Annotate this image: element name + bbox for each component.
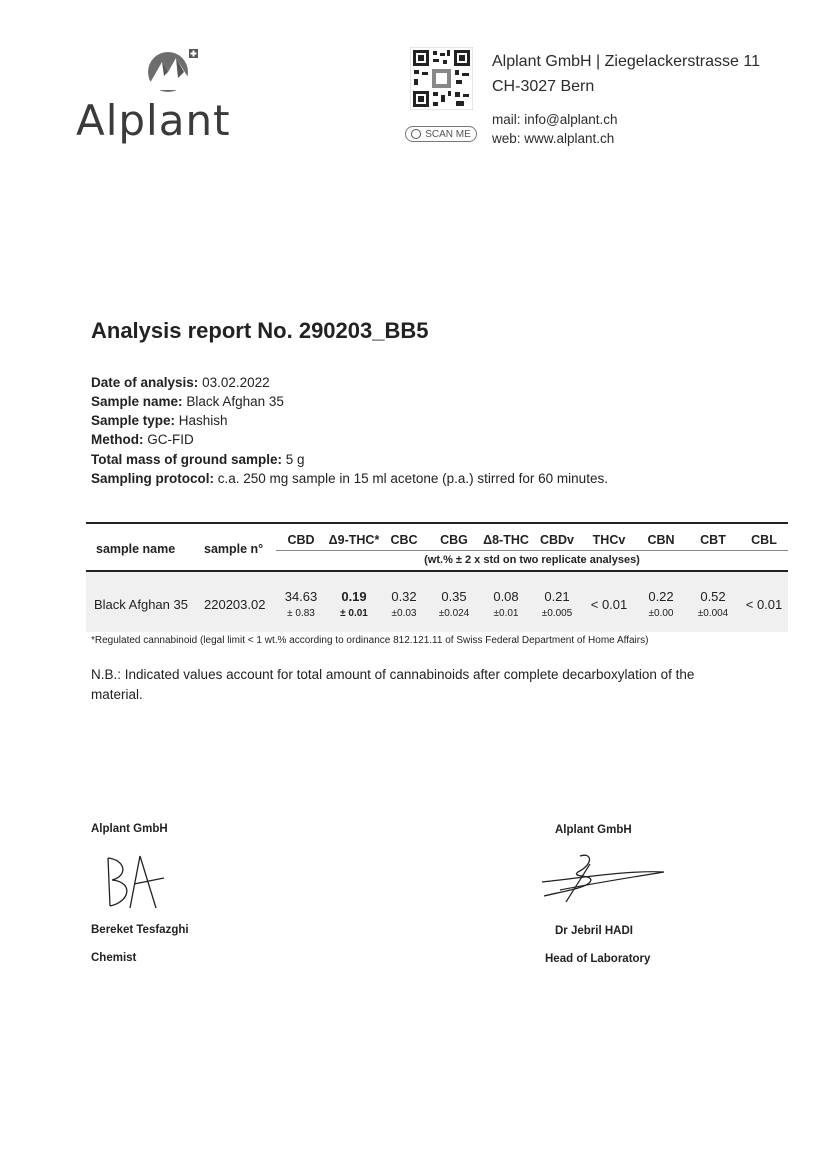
col-header-cannabinoid: CBG	[440, 533, 468, 547]
cell-cannabinoid-value: 0.21	[544, 589, 570, 604]
scan-me-badge	[405, 126, 477, 142]
meta-sample-type	[91, 413, 228, 428]
col-header-cannabinoid: CBT	[700, 533, 726, 547]
col-header-cannabinoid: Δ9-THC*	[328, 533, 380, 547]
meta-value: 5 g	[285, 452, 305, 467]
cell-cannabinoid-value: 0.19	[341, 589, 367, 604]
cell-cannabinoid-value: 0.22	[648, 589, 674, 604]
cell-cannabinoid-std: ±0.01	[493, 608, 519, 619]
col-header-cannabinoid: THCv	[592, 533, 626, 547]
meta-date	[91, 375, 270, 390]
meta-value: c.a. 250 mg sample in 15 ml acetone (p.a.) stirred for 60 minutes.	[217, 471, 608, 486]
meta-method	[91, 432, 194, 447]
signature-left-handwriting-icon	[100, 852, 170, 912]
col-header-cannabinoid: CBL	[751, 533, 777, 547]
cell-cannabinoid-std: ± 0.01	[340, 608, 368, 619]
meta-sampling-protocol	[91, 471, 608, 486]
col-header-sample-name: sample name	[96, 542, 176, 556]
table-top-rule	[86, 522, 788, 524]
meta-value: Hashish	[178, 413, 228, 428]
signature-right-name: Dr Jebril HADI	[555, 925, 633, 937]
company-address: Alplant GmbH | Ziegelackerstrasse 11	[492, 53, 760, 70]
scan-me-label: SCAN ME	[425, 128, 471, 140]
cell-cannabinoid-value: 0.52	[700, 589, 726, 604]
company-city: CH-3027 Bern	[492, 78, 595, 95]
pointer-icon	[411, 129, 421, 139]
col-header-cannabinoid: CBD	[287, 533, 315, 547]
meta-label: Sampling protocol:	[91, 471, 214, 486]
meta-total-mass	[91, 452, 305, 467]
meta-label: Sample name:	[91, 394, 183, 409]
cell-cannabinoid-std: ±0.024	[438, 608, 470, 619]
cell-cannabinoid-std: ±0.00	[648, 608, 674, 619]
signature-left-role: Chemist	[91, 952, 137, 964]
table-footnote: *Regulated cannabinoid (legal limit < 1 wt.% according to ordinance 812.121.11 of Swiss Federal Department of Home Affairs)	[91, 635, 649, 646]
nb-note: N.B.: Indicated values account for total amount of cannabinoids after complete decarboxylation of the material.	[91, 667, 695, 702]
report-title: Analysis report No. 290203_BB5	[91, 318, 429, 343]
logo-wordmark: Alplant	[76, 96, 231, 145]
cell-sample-name: Black Afghan 35	[94, 597, 188, 612]
cell-cannabinoid-value: 0.32	[391, 589, 417, 604]
cell-cannabinoid-std: ±0.005	[541, 608, 573, 619]
meta-label: Sample type:	[91, 413, 176, 428]
col-header-cannabinoid: Δ8-THC	[483, 533, 529, 547]
cell-cannabinoid-std: ±0.004	[697, 608, 729, 619]
header-sub-rule	[276, 550, 788, 551]
cell-cannabinoid-value: < 0.01	[745, 597, 783, 612]
signature-left-name: Bereket Tesfazghi	[91, 924, 189, 936]
signature-right-company: Alplant GmbH	[555, 824, 632, 836]
meta-value: Black Afghan 35	[186, 394, 284, 409]
meta-value: 03.02.2022	[202, 375, 270, 390]
cell-cannabinoid-std: ±0.03	[391, 608, 417, 619]
meta-label: Method:	[91, 432, 144, 447]
unit-note: (wt.% ± 2 x std on two replicate analyses)	[424, 554, 640, 566]
qr-code-icon[interactable]	[410, 47, 473, 110]
cell-cannabinoid-std: ± 0.83	[287, 608, 315, 619]
col-header-cannabinoid: CBC	[390, 533, 418, 547]
alplant-mountain-logo-icon	[140, 46, 204, 92]
contact-mail[interactable]: mail: info@alplant.ch	[492, 112, 618, 127]
meta-sample-name	[91, 394, 284, 409]
meta-value: GC-FID	[147, 432, 194, 447]
cell-cannabinoid-value: 0.35	[441, 589, 467, 604]
cell-cannabinoid-value: 34.63	[284, 589, 318, 604]
contact-web[interactable]: web: www.alplant.ch	[492, 131, 615, 146]
cell-cannabinoid-value: < 0.01	[590, 597, 628, 612]
meta-label: Total mass of ground sample:	[91, 452, 283, 467]
cell-sample-no: 220203.02	[204, 597, 266, 612]
col-header-cannabinoid: CBN	[647, 533, 675, 547]
cell-cannabinoid-value: 0.08	[493, 589, 519, 604]
col-header-cannabinoid: CBDv	[539, 533, 575, 547]
meta-label: Date of analysis:	[91, 375, 199, 390]
col-header-sample-no: sample n°	[204, 542, 264, 556]
signature-right-role: Head of Laboratory	[545, 953, 651, 965]
signature-left-company: Alplant GmbH	[91, 823, 168, 835]
signature-right-handwriting-icon	[530, 850, 670, 910]
